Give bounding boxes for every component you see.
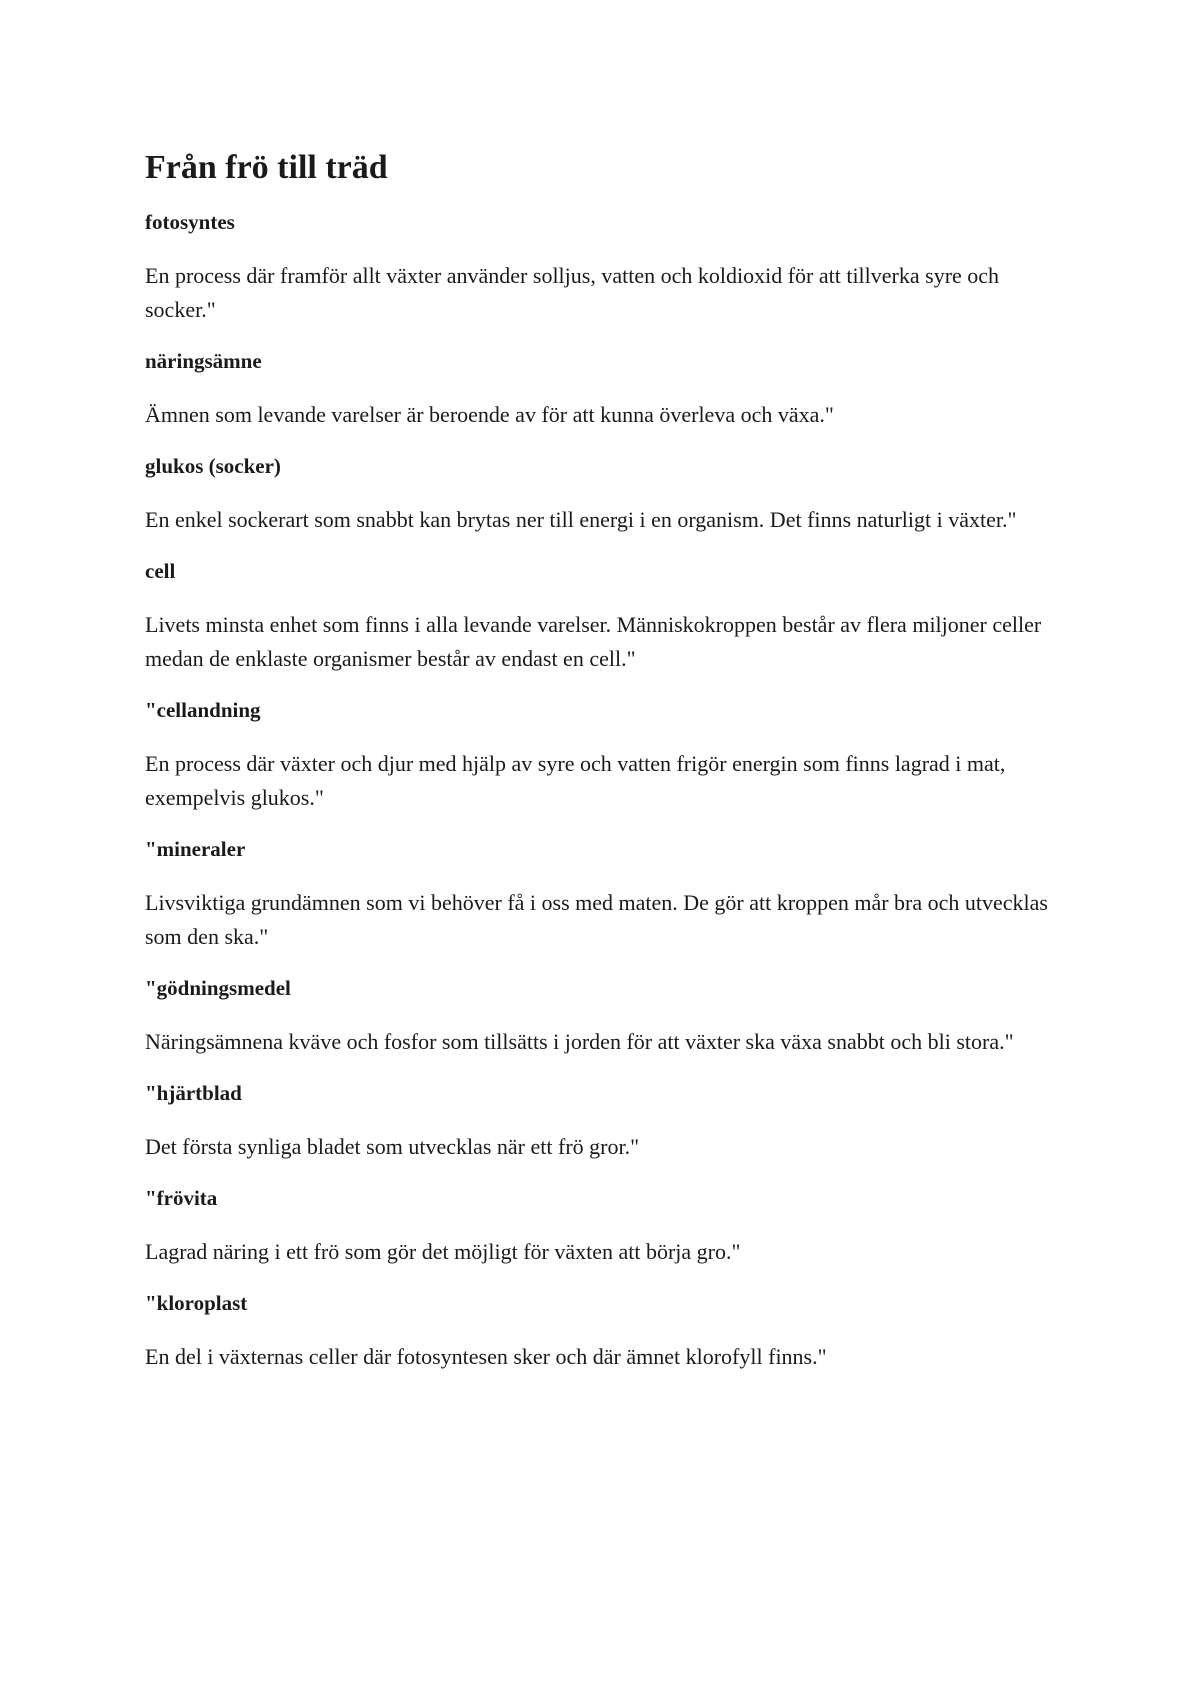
glossary-definition: Lagrad näring i ett frö som gör det möjligt för växten att börja gro.": [145, 1239, 741, 1264]
glossary-term: "hjärtblad: [145, 1081, 242, 1105]
glossary-definition: Livets minsta enhet som finns i alla levande varelser. Människokroppen består av flera miljoner celler medan de enklaste organismer består av endast en cell.": [145, 612, 1042, 671]
glossary-definition: En process där framför allt växter använder solljus, vatten och koldioxid för att tillverka syre och socker.": [145, 263, 1000, 322]
glossary-definition: Näringsämnena kväve och fosfor som tillsätts i jorden för att växter ska växa snabbt och bli stora.": [145, 1029, 1014, 1054]
glossary-definition: Livsviktiga grundämnen som vi behöver få i oss med maten. De gör att kroppen mår bra och utvecklas som den ska.": [145, 890, 1048, 949]
glossary-entry: [145, 1182, 1065, 1269]
glossary-entry: [145, 833, 1065, 954]
glossary-entry: [145, 1077, 1065, 1164]
glossary-definition: En process där växter och djur med hjälp av syre och vatten frigör energin som finns lagrad i mat, exempelvis glukos.": [145, 751, 1006, 810]
glossary-term: cell: [145, 559, 176, 583]
glossary-term: "frövita: [145, 1186, 218, 1210]
glossary-term: fotosyntes: [145, 210, 235, 234]
glossary-term: näringsämne: [145, 349, 262, 373]
glossary-term: "gödningsmedel: [145, 976, 291, 1000]
glossary-definition: Ämnen som levande varelser är beroende av för att kunna överleva och växa.": [145, 402, 834, 427]
glossary-entry: [145, 206, 1065, 327]
glossary-term: "mineraler: [145, 837, 246, 861]
glossary-definition: En del i växternas celler där fotosyntesen sker och där ämnet klorofyll finns.": [145, 1344, 827, 1369]
page-title: Från frö till träd: [145, 149, 388, 186]
glossary-term: "kloroplast: [145, 1291, 248, 1315]
glossary-term: "cellandning: [145, 698, 261, 722]
glossary-entry: [145, 555, 1065, 676]
glossary-term: glukos (socker): [145, 454, 281, 478]
glossary-entry: [145, 345, 1065, 432]
glossary-entry: [145, 1287, 1065, 1374]
document-content: [145, 140, 1065, 1374]
glossary-entry: [145, 694, 1065, 815]
glossary-entry: [145, 450, 1065, 537]
glossary-definition: Det första synliga bladet som utvecklas när ett frö gror.": [145, 1134, 640, 1159]
glossary-definition: En enkel sockerart som snabbt kan brytas ner till energi i en organism. Det finns naturligt i växter.": [145, 507, 1017, 532]
glossary-entry: [145, 972, 1065, 1059]
